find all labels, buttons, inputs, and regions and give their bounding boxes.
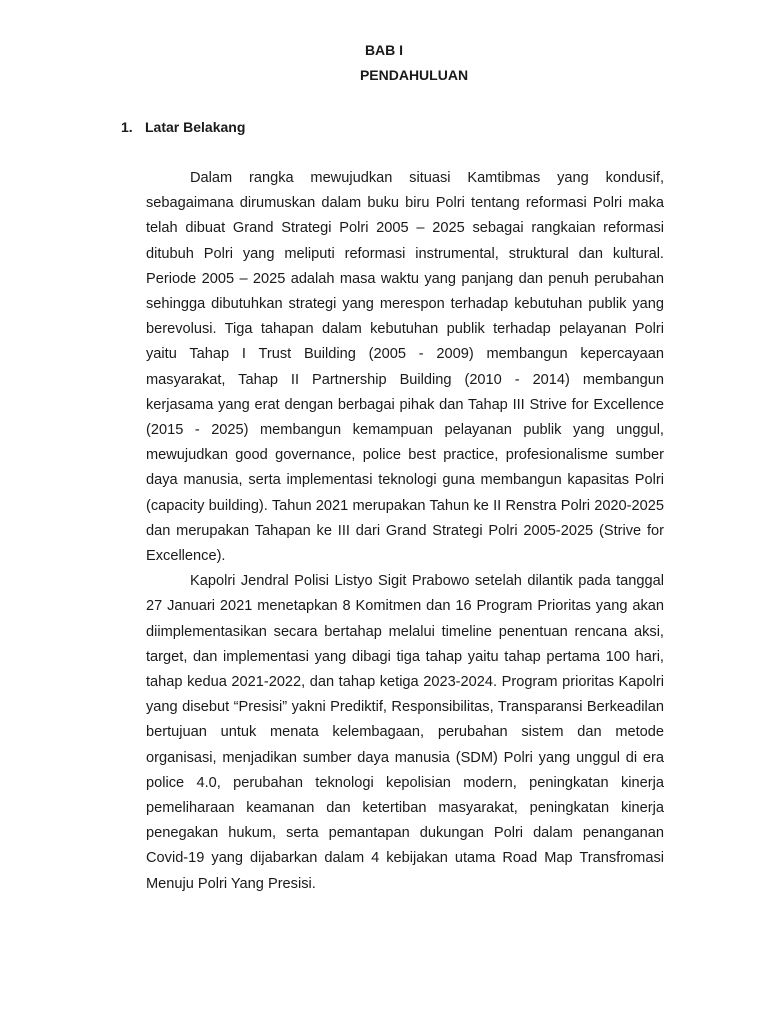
section-title: Latar Belakang <box>145 119 246 135</box>
section-number: 1. <box>121 119 133 135</box>
chapter-title: PENDAHULUAN <box>359 67 469 83</box>
chapter-label: BAB I <box>364 42 404 58</box>
paragraph-1: Dalam rangka mewujudkan situasi Kamtibmas yang kondusif, sebagaimana dirumuskan dalam buku biru Polri tentang reformasi Polri maka telah dibuat Grand Strategi Polri 2005 – 2025 sebagai rangkaian reformasi ditubuh Polri yang meliputi reformasi instrumental, struktural dan kultural. Periode 2005 – 2025 adalah masa waktu yang panjang dan penuh perubahan sehingga dibutuhkan strategi yang merespon terhadap kebutuhan publik yang berevolusi. Tiga tahapan dalam kebutuhan publik terhadap pelayanan Polri yaitu Tahap I Trust Building (2005 - 2009) membangun kepercayaan masyarakat, Tahap II Partnership Building (2010 - 2014) membangun kerjasama yang erat dengan berbagai pihak dan Tahap III Strive for Excellence (2015 - 2025) membangun kemampuan pelayanan publik yang unggul, mewujudkan good governance, police best practice, profesionalisme sumber daya manusia, serta implementasi teknologi guna membangun kapasitas Polri (capacity building). Tahun 2021 merupakan Tahun ke II Renstra Polri 2020-2025 dan merupakan Tahapan ke III dari Grand Strategi Polri 2005-2025 (Strive for Excellence). <box>146 170 664 565</box>
paragraph-2: Kapolri Jendral Polisi Listyo Sigit Prabowo setelah dilantik pada tanggal 27 Januari 2021 menetapkan 8 Komitmen dan 16 Program Prioritas yang akan diimplementasikan secara bertahap melalui timeline penentuan rencana aksi, target, dan implementasi yang dibagi tiga tahap yaitu tahap pertama 100 hari, tahap kedua 2021-2022, dan tahap ketiga 2023-2024. Program prioritas Kapolri yang disebut “Presisi” yakni Prediktif, Responsibilitas, Transparansi Berkeadilan bertujuan untuk menata kelembagaan, perubahan sistem dan metode organisasi, menjadikan sumber daya manusia (SDM) Polri yang unggul di era police 4.0, perubahan teknologi kepolisian modern, peningkatan kinerja pemeliharaan keamanan dan ketertiban masyarakat, peningkatan kinerja penegakan hukum, serta pemantapan dukungan Polri dalam penanganan Covid-19 yang dijabarkan dalam 4 kebijakan utama Road Map Transfromasi Menuju Polri Yang Presisi. <box>146 573 664 892</box>
body-text <box>146 166 664 897</box>
section-heading <box>121 117 245 137</box>
